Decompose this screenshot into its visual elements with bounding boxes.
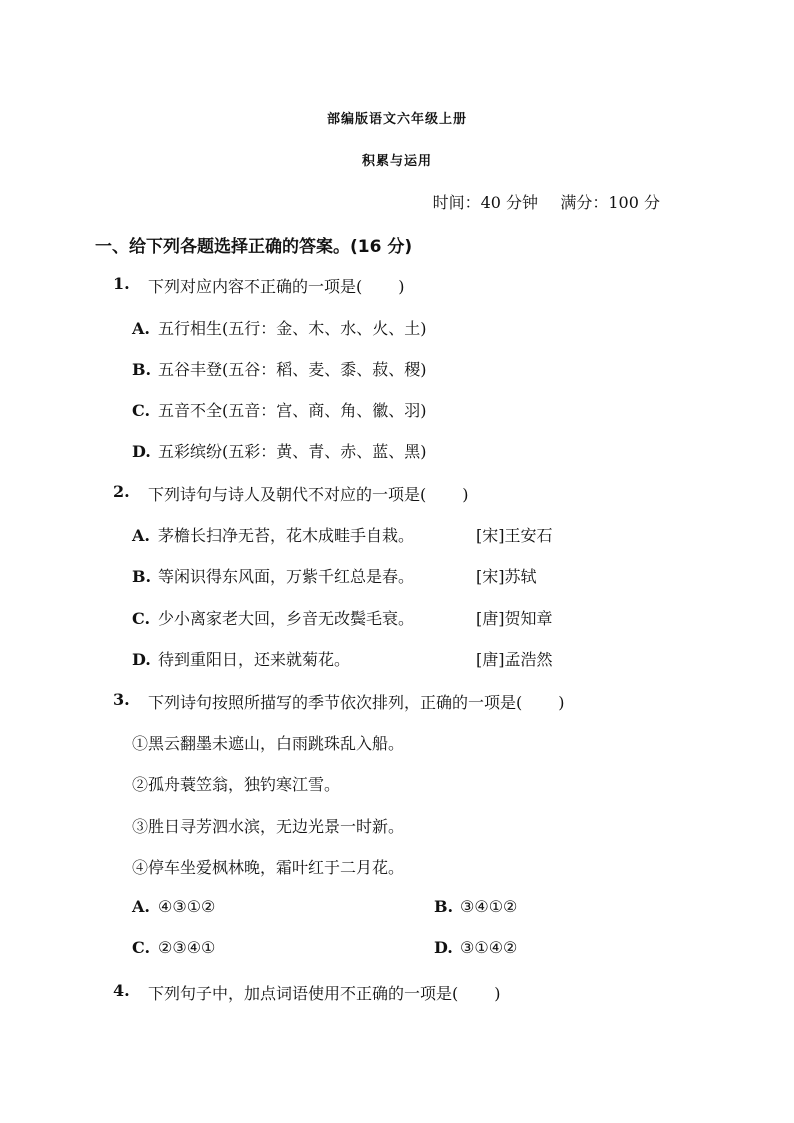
option: A. ④③①②: [132, 897, 216, 916]
option: D. ③①④②: [434, 938, 518, 957]
page-subtitle: 积累与运用: [361, 154, 432, 169]
total-score: 满分：100 分: [560, 193, 660, 212]
question-number: 4.: [113, 981, 130, 1000]
question-stem: 下列诗句按照所描写的季节依次排列，正确的一项是( ): [148, 693, 565, 712]
option: C. 少小离家老大回，乡音无改鬓毛衰。: [132, 609, 415, 628]
question-number: 3.: [113, 690, 130, 709]
poem-source: [宋]王安石: [476, 526, 553, 545]
poem-line: ①黑云翻墨未遮山，白雨跳珠乱入船。: [132, 734, 405, 753]
question-stem: 下列诗句与诗人及朝代不对应的一项是( ): [148, 485, 469, 504]
option: D. 待到重阳日，还来就菊花。: [132, 650, 351, 669]
poem-source: [唐]孟浩然: [476, 650, 553, 669]
poem-source: [唐]贺知章: [476, 609, 553, 628]
page-title: 部编版语文六年级上册: [326, 112, 467, 127]
exam-meta: [431, 190, 660, 213]
question-number: 1.: [113, 274, 130, 293]
option: A. 茅檐长扫净无苔，花木成畦手自栽。: [132, 526, 415, 545]
option: B. 等闲识得东风面，万紫千红总是春。: [132, 567, 415, 586]
poem-line: ②孤舟蓑笠翁，独钓寒江雪。: [132, 775, 341, 794]
question-stem: 下列对应内容不正确的一项是( ): [148, 277, 405, 296]
option: B. ③④①②: [434, 897, 518, 916]
option: D. 五彩缤纷(五彩：黄、青、赤、蓝、黑): [132, 442, 427, 461]
section-heading: 一、给下列各题选择正确的答案。(16 分): [95, 237, 413, 257]
question-stem: 下列句子中，加点词语使用不正确的一项是( ): [148, 984, 501, 1003]
question-number: 2.: [113, 482, 130, 501]
poem-source: [宋]苏轼: [476, 567, 537, 586]
time-limit: 时间：40 分钟: [432, 193, 539, 212]
poem-line: ③胜日寻芳泗水滨，无边光景一时新。: [132, 817, 405, 836]
option: A. 五行相生(五行：金、木、水、火、土): [132, 319, 427, 338]
poem-line: ④停车坐爱枫林晚，霜叶红于二月花。: [132, 858, 405, 877]
option: B. 五谷丰登(五谷：稻、麦、黍、菽、稷): [132, 360, 427, 379]
option: C. ②③④①: [132, 938, 216, 957]
option: C. 五音不全(五音：宫、商、角、徽、羽): [132, 401, 427, 420]
